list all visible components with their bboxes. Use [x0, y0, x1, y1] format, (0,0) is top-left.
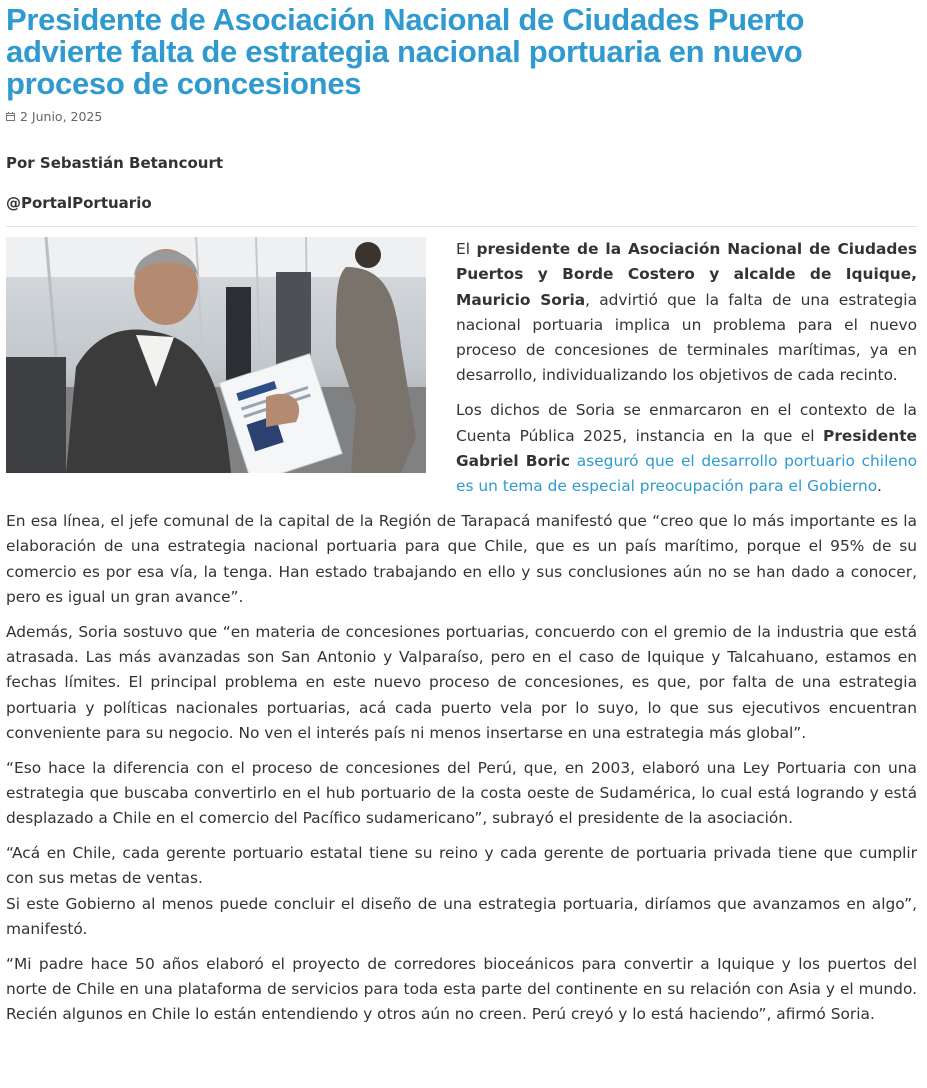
calendar-icon	[6, 112, 15, 121]
paragraph-6	[6, 841, 917, 942]
p2-space	[570, 452, 577, 470]
p6-line-1: “Acá en Chile, cada gerente portuario estatal tiene su reino y cada gerente de portuaria privada tiene que cumplir con sus metas de ventas.	[6, 844, 917, 888]
p2-bold: Presidente Gabriel Boric	[456, 426, 917, 470]
article-photo	[6, 237, 426, 473]
p2-end: .	[876, 477, 882, 496]
divider	[6, 226, 917, 227]
article-link[interactable]: aseguró que el desarrollo portuario chileno es un tema de especial preocupación para el Gobierno	[456, 451, 917, 496]
article-title: Presidente de Asociación Nacional de Ciudades Puerto advierte falta de estrategia nacional portuaria en nuevo proceso de concesiones	[6, 2, 805, 101]
date-text: 2 Junio, 2025	[20, 108, 103, 124]
paragraph-5: “Eso hace la diferencia con el proceso de concesiones del Perú, que, en 2003, elaboró una Ley Portuaria con una estrategia que buscaba convertirlo en el hub portuario de la costa oeste de Sudamérica, lo cual está logrando y está desplazado a Chile en el comercio del Pacífico sudamericano”, subrayó el presidente de la asociación.	[6, 758, 917, 828]
p1-text: El	[456, 240, 477, 258]
article-body	[6, 237, 917, 1028]
article-date	[6, 108, 917, 124]
p1-text-end: , advirtió que la falta de una estrategia nacional portuaria implica un problema para el nuevo proceso de concesiones de terminales marítimas, ya en desarrollo, individualizando los objetivos de cada recinto.	[456, 290, 917, 385]
p2-text: Los dichos de Soria se enmarcaron en el contexto de la Cuenta Pública 2025, instancia en la que el	[456, 401, 917, 445]
paragraph-4: Además, Soria sostuvo que “en materia de concesiones portuarias, concuerdo con el gremio de la industria que está atrasada. Las más avanzadas son San Antonio y Valparaíso, pero en el caso de Iquique y Talcahuano, estamos en fechas límites. El principal problema en este nuevo proceso de concesiones, es que, por falta de una estrategia portuaria y políticas nacionales portuarias, acá cada puerto vela por lo suyo, lo que sus ejecutivos encuentran conveniente para su negocio. No ven el interés país ni menos insertarse en una estrategia más global”.	[6, 622, 917, 742]
p1-bold: presidente de la Asociación Nacional de Ciudades Puertos y Borde Costero y alcalde de Iquique, Mauricio Soria	[456, 240, 917, 309]
article-handle: @PortalPortuario	[6, 194, 152, 212]
article	[6, 0, 917, 1028]
article-author: Por Sebastián Betancourt	[6, 154, 224, 172]
paragraph-3: En esa línea, el jefe comunal de la capital de la Región de Tarapacá manifestó que “creo que lo más importante es la elaboración de una estrategia nacional portuaria para que Chile, que es un país marítimo, porque el 95% de su comercio es por esa vía, la tenga. Han estado trabajando en ello y sus conclusiones aún no se han dado a conocer, pero es igual un gran avance”.	[6, 511, 917, 606]
p6-line-2: Si este Gobierno al menos puede concluir el diseño de una estrategia portuaria, diríamos que avanzamos en algo”, manifestó.	[6, 894, 917, 938]
paragraph-7: “Mi padre hace 50 años elaboró el proyecto de corredores bioceánicos para convertir a Iquique y los puertos del norte de Chile en una plataforma de servicios para toda esta parte del continente en su relación con Asia y el mundo. Recién algunos en Chile lo están entendiendo y otros aún no creen. Perú creyó y lo está haciendo”, afirmó Soria.	[6, 954, 917, 1024]
